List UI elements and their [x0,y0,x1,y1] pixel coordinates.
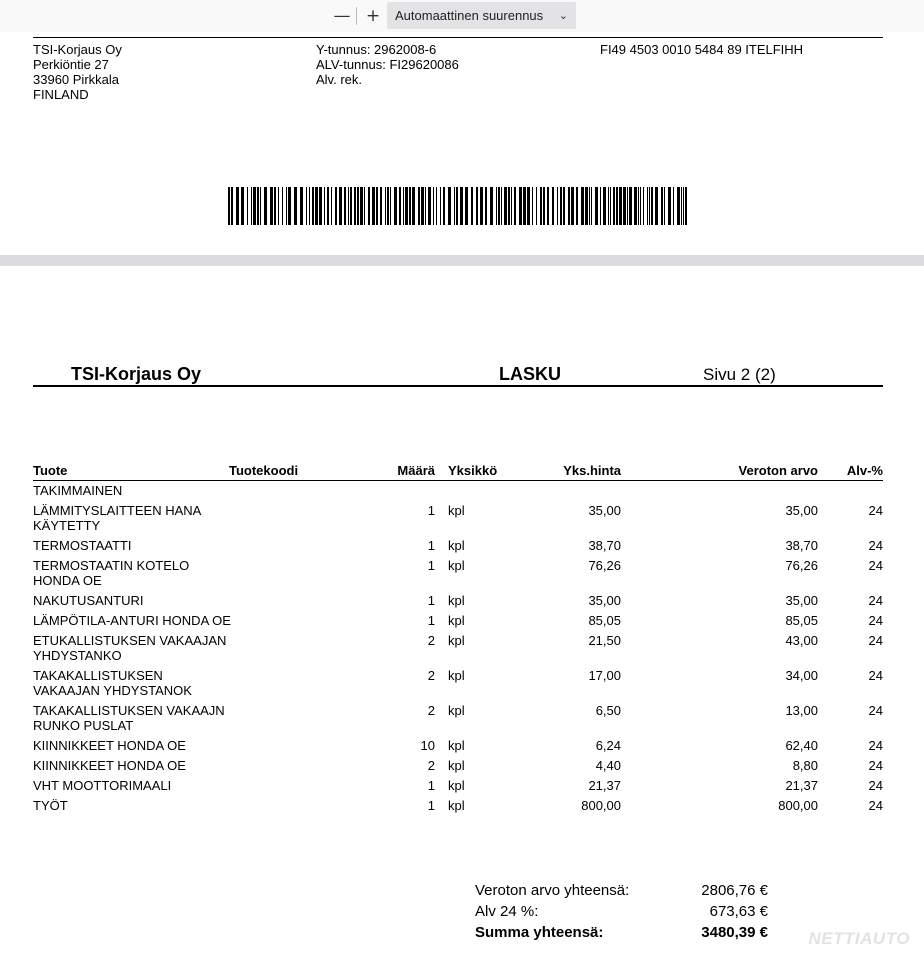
col-vat: Alv-% [846,463,883,478]
company-name: TSI-Korjaus Oy [33,42,122,57]
barcode-bar [454,187,455,225]
row-unit: kpl [448,613,465,628]
barcode-bar [335,187,337,225]
barcode-bar [581,187,584,225]
barcode-bar [668,187,671,225]
total-net-row [475,880,775,901]
barcode-bar [425,187,426,225]
barcode-bar [616,187,618,225]
barcode-bar [294,187,297,225]
barcode-bar [547,187,549,225]
barcode-bar [640,187,641,225]
barcode-bar [627,187,628,225]
barcode-bar [523,187,526,225]
row-product: TAKAKALLISTUKSEN VAKAAJN RUNKO PUSLAT [33,703,225,733]
company-country: FINLAND [33,87,89,102]
row-unit: kpl [448,503,465,518]
row-unit-price: 35,00 [588,593,621,608]
barcode-bar [228,187,230,225]
barcode-bar [496,187,497,225]
barcode-bar [278,187,279,225]
total-vat-row [475,901,775,922]
barcode-bar [649,187,650,225]
barcode-bar [634,187,637,225]
row-unit-price: 6,50 [595,703,621,718]
barcode-bar [412,187,415,225]
row-unit-price: 4,40 [595,758,621,773]
barcode-bar [264,187,267,225]
barcode-bar [312,187,314,225]
barcode-bar [405,187,408,225]
barcode-bar [270,187,273,225]
col-net: Veroton arvo [738,463,818,478]
row-qty: 1 [427,778,435,793]
barcode-bar [399,187,401,225]
table-row [33,538,883,553]
barcode-bar [253,187,256,225]
barcode-bar [306,187,307,225]
barcode-bar [394,187,397,225]
barcode-bar [560,187,562,225]
barcode-bar [339,187,342,225]
barcode-bar [360,187,363,225]
barcode-bar [501,187,502,225]
barcode-bar [498,187,500,225]
row-unit-price: 38,70 [588,538,621,553]
business-id: Y-tunnus: 2962008-6 [316,42,437,57]
barcode-bar [504,187,507,225]
invoice-rows [33,483,883,818]
barcode-bar [568,187,570,225]
barcode-bar [613,187,615,225]
row-qty: 1 [427,798,435,813]
barcode-bar [677,187,680,225]
row-unit-price: 35,00 [588,503,621,518]
barcode-bar [443,187,445,225]
table-row [33,503,883,533]
table-row [33,483,883,498]
page-gap [0,255,924,266]
row-product: TAKIMMAINEN [33,483,123,498]
row-product: KIINNIKKEET HONDA OE [33,738,186,753]
col-qty: Määrä [397,463,435,478]
barcode-bar [603,187,606,225]
barcode-bar [309,187,310,225]
row-product: VHT MOOTTORIMAALI [33,778,172,793]
bank-account: FI49 4503 0010 5484 89 ITELFIHH [600,42,804,57]
barcode-bar [519,187,522,225]
row-qty: 2 [427,668,435,683]
total-vat-label: Alv 24 %: [475,903,539,920]
row-qty: 2 [427,703,435,718]
barcode-bar [456,187,458,225]
col-product: Tuote [33,463,68,478]
barcode-bar [385,187,386,225]
barcode-bar [629,187,632,225]
barcode-bar [536,187,537,225]
barcode-bar [364,187,365,225]
row-vat: 24 [868,668,883,683]
barcode-bar [436,187,437,225]
barcode-bar [319,187,322,225]
table-row [33,593,883,608]
row-product: KIINNIKKEET HONDA OE [33,758,186,773]
row-unit: kpl [448,778,465,793]
barcode-bar [673,187,674,225]
row-qty: 2 [427,758,435,773]
row-unit-price: 17,00 [588,668,621,683]
barcode-bar [623,187,626,225]
row-net: 85,05 [785,613,818,628]
zoom-select-value: Automaattinen suurennus [395,8,544,23]
row-net: 38,70 [785,538,818,553]
barcode-bar [585,187,588,225]
barcode-bar [433,187,434,225]
zoom-out-button[interactable]: — [333,6,351,26]
row-vat: 24 [868,558,883,573]
total-net-label: Veroton arvo yhteensä: [475,882,630,899]
vat-registered: Alv. rek. [316,72,362,87]
barcode-bar [327,187,329,225]
row-product: ETUKALLISTUKSEN VAKAAJAN YHDYSTANKO [33,633,227,663]
table-row [33,558,883,588]
barcode-bar [552,187,554,225]
total-net-value: 2806,76 € [701,882,768,899]
header-rule [33,385,883,387]
barcode-bar [380,187,382,225]
row-vat: 24 [868,593,883,608]
barcode-bar [300,187,303,225]
barcode-bar [465,187,468,225]
barcode-bar [476,187,478,225]
row-vat: 24 [868,538,883,553]
vat-id: ALV-tunnus: FI29620086 [316,57,459,72]
barcode-bar [683,187,684,225]
row-net: 34,00 [785,668,818,683]
pdf-toolbar [0,0,924,32]
company-city: 33960 Pirkkala [33,72,119,87]
barcode-bar [600,187,601,225]
barcode-bar [251,187,252,225]
totals [475,880,775,943]
company-street: Perkiöntie 27 [33,57,109,72]
row-qty: 10 [420,738,435,753]
row-product: LÄMMITYSLAITTEEN HANA KÄYTETTY [33,503,201,533]
barcode-bar [471,187,473,225]
barcode-bar [485,187,487,225]
col-unit: Yksikkö [448,463,498,478]
row-vat: 24 [868,633,883,648]
barcode-bar [563,187,565,225]
barcode-bar [357,187,359,225]
row-unit: kpl [448,538,465,553]
barcode-bar [508,187,510,225]
barcode-bar [589,187,590,225]
table-row [33,668,883,698]
barcode-bar [247,187,248,225]
barcode-bar [619,187,622,225]
row-unit: kpl [448,758,465,773]
barcode-bar [638,187,639,225]
row-product: TERMOSTAATTI [33,538,132,553]
barcode-bar [324,187,325,225]
row-qty: 2 [427,633,435,648]
barcode-bar [368,187,370,225]
barcode-bar [540,187,542,225]
row-unit-price: 6,24 [595,738,621,753]
barcode-bar [664,187,665,225]
row-net: 8,80 [792,758,818,773]
barcode-bar [260,187,261,225]
row-vat: 24 [868,798,883,813]
barcode-bar [286,187,287,225]
barcode-bar [610,187,611,225]
barcode-bar [421,187,424,225]
footer-rule [33,37,883,38]
row-vat: 24 [868,778,883,793]
barcode-bar [681,187,682,225]
barcode-bar [387,187,389,225]
invoice-title: LASKU [499,364,561,384]
barcode-bar [595,187,598,225]
barcode-bar [241,187,244,225]
row-unit: kpl [448,558,465,573]
row-unit-price: 85,05 [588,613,621,628]
row-net: 43,00 [785,633,818,648]
row-product: TERMOSTAATIN KOTELO HONDA OE [33,558,190,588]
barcode-bar [390,187,391,225]
barcode-bar [350,187,352,225]
barcode-bar [460,187,463,225]
row-product: TYÖT [33,798,68,813]
barcode-bar [527,187,530,225]
barcode-bar [655,187,658,225]
barcode-bar [288,187,291,225]
col-code: Tuotekoodi [229,463,299,478]
barcode-bar [440,187,441,225]
row-qty: 1 [427,503,435,518]
barcode-bar [532,187,533,225]
row-unit: kpl [448,798,465,813]
barcode-bar [571,187,574,225]
table-row [33,613,883,628]
barcode-bar [403,187,404,225]
row-unit: kpl [448,593,465,608]
barcode-bar [514,187,516,225]
row-net: 13,00 [785,703,818,718]
table-row [33,798,883,813]
zoom-select[interactable] [387,2,576,29]
barcode-bar [643,187,644,225]
pdf-page-2 [0,266,924,963]
table-row [33,758,883,773]
table-row [33,703,883,733]
barcode-bar [651,187,653,225]
invoice-company: TSI-Korjaus Oy [71,364,202,384]
pdf-page-1 [0,32,924,255]
row-net: 35,00 [785,503,818,518]
row-product: NAKUTUSANTURI [33,593,144,608]
barcode-bar [282,187,283,225]
barcode-bar [576,187,578,225]
barcode-bar [257,187,259,225]
barcode-bar [685,187,687,225]
row-net: 35,00 [785,593,818,608]
row-net: 76,26 [785,558,818,573]
row-unit-price: 76,26 [588,558,621,573]
barcode-bar [348,187,349,225]
barcode-bar [354,187,356,225]
table-row [33,778,883,793]
row-product: TAKAKALLISTUKSEN VAKAAJAN YHDYSTANOK [33,668,192,698]
row-unit-price: 21,37 [588,778,621,793]
table-row [33,738,883,753]
zoom-in-button[interactable]: + [365,6,381,26]
table-header-rule [33,480,883,481]
row-unit: kpl [448,738,465,753]
total-sum-value: 3480,39 € [701,924,768,941]
barcode-bar [543,187,545,225]
total-sum-label: Summa yhteensä: [475,924,604,941]
barcode-bar [376,187,378,225]
row-vat: 24 [868,703,883,718]
barcode-bar [608,187,609,225]
barcode-bar [344,187,346,225]
total-sum-row [475,922,775,943]
barcode-bar [490,187,493,225]
row-product: LÄMPÖTILA-ANTURI HONDA OE [33,613,231,628]
row-net: 800,00 [778,798,818,813]
barcode-bar [661,187,663,225]
row-vat: 24 [868,758,883,773]
barcode-bar [331,187,332,225]
row-qty: 1 [427,538,435,553]
row-net: 21,37 [785,778,818,793]
barcode-bar [480,187,483,225]
barcode-bar [591,187,592,225]
barcode-bar [231,187,233,225]
row-qty: 1 [427,558,435,573]
col-unit-price: Yks.hinta [563,463,621,478]
row-vat: 24 [868,738,883,753]
row-net: 62,40 [785,738,818,753]
chevron-down-icon: ⌄ [558,9,568,22]
barcode-bar [418,187,420,225]
row-unit: kpl [448,703,465,718]
barcode-bar [557,187,558,225]
barcode-bar [448,187,451,225]
toolbar-separator [356,7,357,25]
table-row [33,633,883,663]
barcode-bar [236,187,239,225]
row-qty: 1 [427,613,435,628]
row-qty: 1 [427,593,435,608]
page-number: Sivu 2 (2) [703,365,776,384]
barcode-bar [274,187,276,225]
barcode-bar [372,187,375,225]
total-vat-value: 673,63 € [709,903,768,920]
barcode [228,187,688,225]
row-unit-price: 800,00 [581,798,621,813]
barcode-bar [511,187,512,225]
barcode-bar [647,187,648,225]
barcode-bar [409,187,411,225]
row-unit: kpl [448,633,465,648]
watermark-logo: NETTIAUTO [808,929,910,948]
row-unit-price: 21,50 [588,633,621,648]
row-vat: 24 [868,503,883,518]
barcode-bar [315,187,318,225]
barcode-bar [428,187,431,225]
row-vat: 24 [868,613,883,628]
row-unit: kpl [448,668,465,683]
